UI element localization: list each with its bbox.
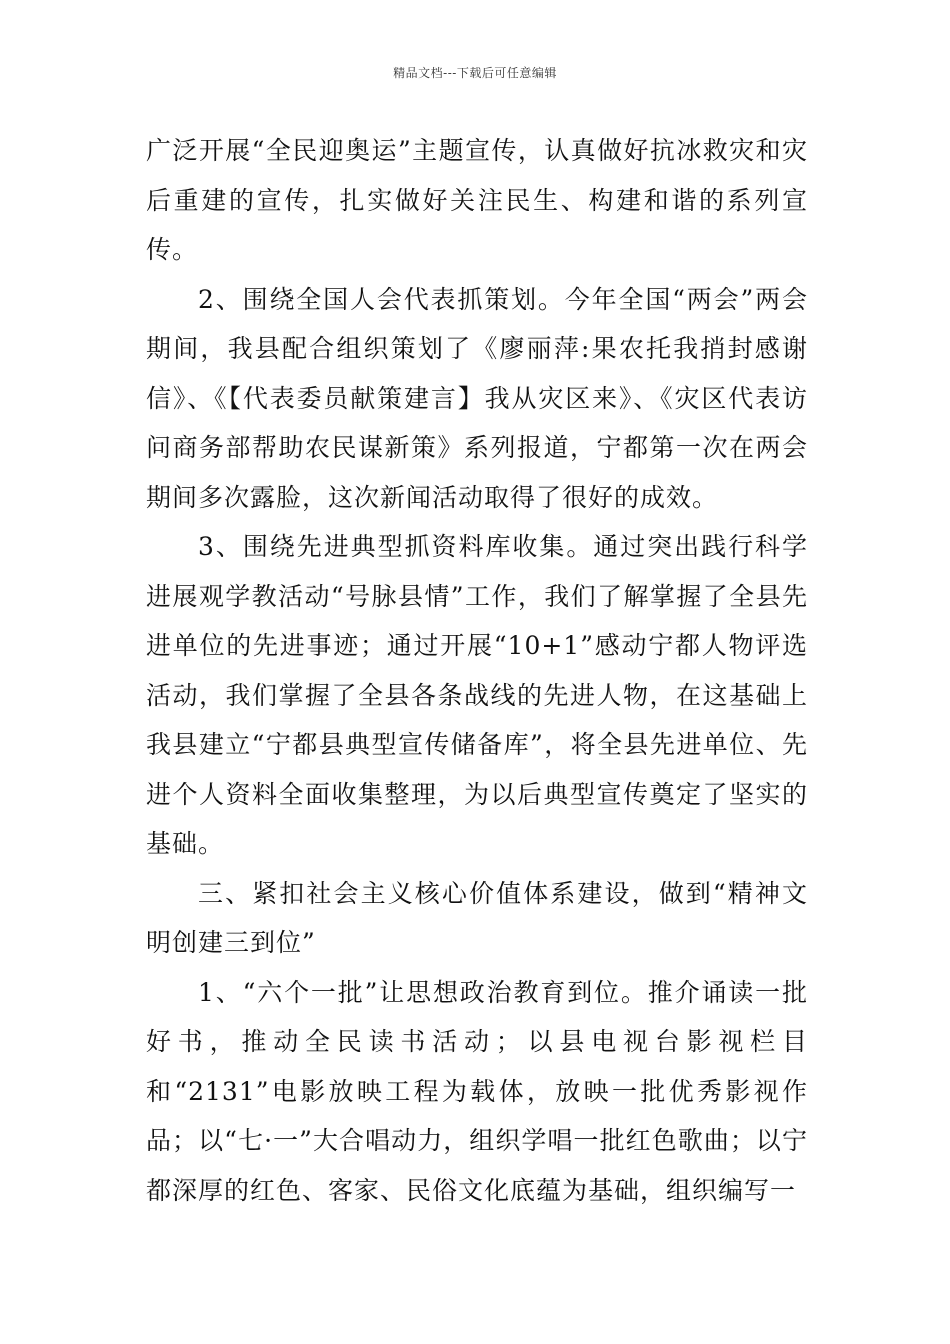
- section-heading-3: 三、紧扣社会主义核心价值体系建设，做到“精神文明创建三到位”: [146, 878, 808, 957]
- paragraph-item-2: 2、围绕全国人会代表抓策划。今年全国“两会”两会期间，我县配合组织策划了《廖丽萍:果农托我捎封感谢信》、《【代表委员献策建言】我从灾区来》、《灾区代表访问商务部帮助农民谋新策》系列报道，宁都第一次在两会期间多次露脸，这次新闻活动取得了很好的成效。: [146, 284, 808, 512]
- page-header: 精品文档---下载后可任意编辑: [393, 66, 557, 80]
- paragraph-item-1: 1、“六个一批”让思想政治教育到位。推介诵读一批好书，推动全民读书活动；以县电视台影视栏目和“2131”电影放映工程为载体，放映一批优秀影视作品；以“七·一”大合唱动力，组织学唱一批红色歌曲；以宁都深厚的红色、客家、民俗文化底蕴为基础，组织编写一: [146, 977, 808, 1205]
- document-body: [146, 126, 808, 1215]
- paragraph-item-3: 3、围绕先进典型抓资料库收集。通过突出践行科学进展观学教活动“号脉县情”工作，我们了解掌握了全县先进单位的先进事迹；通过开展“10+1”感动宁都人物评选活动，我们掌握了全县各条战线的先进人物，在这基础上我县建立“宁都县典型宣传储备库”，将全县先进单位、先进个人资料全面收集整理，为以后典型宣传奠定了坚实的基础。: [146, 532, 808, 858]
- paragraph-continuation: 广泛开展“全民迎奥运”主题宣传，认真做好抗冰救灾和灾后重建的宣传，扎实做好关注民生、构建和谐的系列宣传。: [146, 136, 808, 264]
